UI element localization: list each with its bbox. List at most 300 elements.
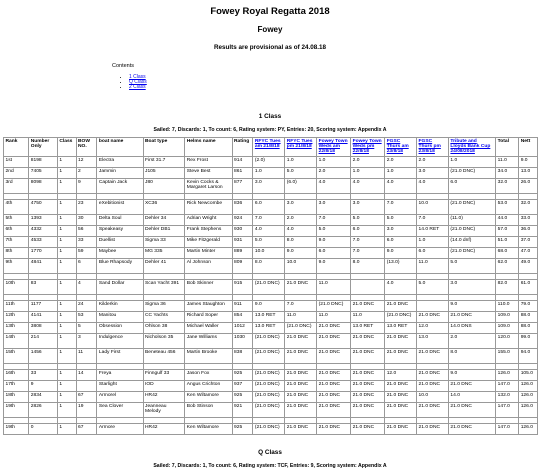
- section-title-q-class: Q Class: [258, 448, 282, 456]
- table-cell: IOD: [143, 380, 185, 391]
- table-cell: 21.0 DNC: [351, 391, 385, 402]
- table-cell: 147.0: [496, 380, 519, 391]
- table-cell: 3808: [29, 322, 58, 333]
- table-cell: 21.0 DNC: [285, 380, 317, 391]
- table-cell: 34.0: [496, 167, 519, 178]
- contents-item-2-class: [129, 85, 540, 90]
- table-cell: HR42: [143, 423, 185, 434]
- table-cell: 21.0 DNC: [417, 348, 449, 363]
- table-cell: 155.0: [496, 348, 519, 363]
- table-cell: 62.0: [496, 258, 519, 273]
- table-cell: 12.0: [385, 369, 417, 380]
- table-cell: 14.0 RET: [417, 225, 449, 236]
- table-cell: 21.0 DNC: [317, 423, 351, 434]
- table-row: [4, 333, 538, 348]
- table-cell: 99.0: [519, 333, 538, 348]
- table-row: [4, 247, 538, 258]
- table-cell: 18th: [4, 391, 29, 402]
- table-cell: 1: [57, 167, 76, 178]
- table-cell: First 31.7: [143, 156, 185, 167]
- table-row: [4, 348, 538, 363]
- race-column-link[interactable]: Tribute and Lloyds Bank Cup 24/08/2018: [450, 138, 491, 155]
- table-cell: 5.0: [253, 236, 285, 247]
- table-cell: 7405: [29, 167, 58, 178]
- table-row: [4, 423, 538, 434]
- table-cell: 21.0 DNC: [448, 402, 495, 417]
- column-header: Number Only: [29, 137, 58, 156]
- table-cell: Rex Frost: [185, 156, 232, 167]
- table-cell: 9.0: [285, 247, 317, 258]
- table-cell: 13.0: [519, 167, 538, 178]
- table-cell: Electra: [97, 156, 143, 167]
- table-cell: 4.0: [317, 178, 351, 193]
- table-cell: 1: [57, 402, 76, 417]
- column-header[interactable]: [253, 137, 285, 156]
- table-cell: 2.0: [351, 156, 385, 167]
- race-column-link[interactable]: FGSC Thurs am 23/8/18: [386, 138, 409, 155]
- contents-link-2-class[interactable]: 2 Class: [129, 84, 146, 91]
- column-header: BOW NO.: [76, 137, 97, 156]
- table-cell: 9.0: [448, 300, 495, 311]
- table-cell: 11.0: [496, 156, 519, 167]
- table-cell: 925: [232, 391, 253, 402]
- table-cell: Rick Newcombe: [185, 199, 232, 214]
- table-cell: 13th: [4, 322, 29, 333]
- table-cell: HR42: [143, 391, 185, 402]
- page-title: Fowey Royal Regatta 2018: [210, 6, 330, 17]
- table-cell: 79.0: [519, 300, 538, 311]
- table-cell: Dehler 34: [143, 214, 185, 225]
- table-cell: 2.0: [417, 156, 449, 167]
- table-cell: 7.0: [417, 214, 449, 225]
- table-cell: Delta Soul: [97, 214, 143, 225]
- table-cell: 1.0: [448, 156, 495, 167]
- column-header: Total: [496, 137, 519, 156]
- column-header: Class: [57, 137, 76, 156]
- table-cell: 3.0: [385, 225, 417, 236]
- table-cell: MG 335: [143, 247, 185, 258]
- table-cell: 21.0 DNC: [285, 391, 317, 402]
- table-cell: Adrian Wright: [185, 214, 232, 225]
- table-cell: 11: [76, 348, 97, 363]
- race-column-link[interactable]: Fowey Town Weds pm 22/8/18: [352, 138, 382, 155]
- table-cell: 1177: [29, 300, 58, 311]
- table-row: [4, 236, 538, 247]
- table-cell: (21.0 DNC): [253, 391, 285, 402]
- table-cell: (2.0): [253, 156, 285, 167]
- table-cell: 6.0: [448, 178, 495, 193]
- table-cell: Steve Best: [185, 167, 232, 178]
- table-cell: 4332: [29, 225, 58, 236]
- table-cell: (13.0): [385, 258, 417, 273]
- table-cell: J105: [143, 167, 185, 178]
- table-cell: 838: [232, 348, 253, 363]
- table-cell: eXebitionist: [97, 199, 143, 214]
- table-cell: 13.0 RET: [253, 322, 285, 333]
- table-cell: (14.0 dnf): [448, 236, 495, 247]
- column-header[interactable]: [448, 137, 495, 156]
- table-cell: Duellist: [97, 236, 143, 247]
- table-cell: 1: [57, 279, 76, 294]
- table-cell: James Staughton: [185, 300, 232, 311]
- table-cell: 147.0: [496, 423, 519, 434]
- table-cell: Sand Dollar: [97, 279, 143, 294]
- table-cell: 1.0: [351, 167, 385, 178]
- table-cell: 915: [232, 279, 253, 294]
- table-cell: 21.0 DNC: [285, 348, 317, 363]
- table-cell: 4.0: [385, 279, 417, 294]
- table-cell: 105.0: [519, 369, 538, 380]
- table-cell: 4.0: [385, 178, 417, 193]
- table-cell: 109.0: [496, 311, 519, 322]
- table-cell: 854: [232, 311, 253, 322]
- table-cell: 26.0: [519, 178, 538, 193]
- table-cell: 21.0 DNC: [417, 423, 449, 434]
- table-cell: 13.0 RET: [253, 311, 285, 322]
- table-cell: 7.0: [351, 247, 385, 258]
- table-cell: Nicholson 35: [143, 333, 185, 348]
- table-row: [4, 214, 538, 225]
- table-cell: 6.0: [253, 199, 285, 214]
- table-row: [4, 258, 538, 273]
- table-cell: 1030: [232, 333, 253, 348]
- table-cell: 1: [57, 236, 76, 247]
- column-header[interactable]: [317, 137, 351, 156]
- table-row: [4, 156, 538, 167]
- table-cell: 14.0: [448, 391, 495, 402]
- table-cell: 1st: [4, 156, 29, 167]
- table-row: [4, 300, 538, 311]
- table-cell: 36.0: [519, 225, 538, 236]
- column-header: Nett: [519, 137, 538, 156]
- table-cell: 21.0 DNC: [385, 423, 417, 434]
- table-cell: 4.0: [417, 178, 449, 193]
- table-row: [4, 402, 538, 417]
- table-cell: 14: [76, 369, 97, 380]
- sailed-summary-1-class: Sailed: 7, Discards: 1, To count: 6, Rating system: PY, Entries: 20, Scoring system: Appendix A: [153, 126, 387, 133]
- table-cell: 21.0 DNC: [417, 402, 449, 417]
- table-cell: 2.0: [385, 156, 417, 167]
- table-cell: 11.0: [317, 311, 351, 322]
- table-cell: 1.0: [417, 236, 449, 247]
- table-cell: 21.0 DNC: [317, 402, 351, 417]
- contents-heading: Contents: [112, 63, 135, 69]
- table-cell: 4141: [29, 311, 58, 322]
- table-cell: (21.0 DNC): [253, 423, 285, 434]
- table-cell: 2.0: [317, 167, 351, 178]
- table-cell: Maybee: [97, 247, 143, 258]
- table-cell: 8.0: [448, 348, 495, 363]
- results-body: [4, 156, 538, 434]
- table-cell: 88.0: [519, 311, 538, 322]
- table-cell: 889: [232, 247, 253, 258]
- table-cell: 21.0 DNC: [351, 423, 385, 434]
- table-cell: 13.0: [417, 333, 449, 348]
- table-cell: 32.0: [496, 178, 519, 193]
- table-row: [4, 391, 538, 402]
- table-cell: 1: [57, 380, 76, 391]
- table-cell: (21.0 DNC): [285, 322, 317, 333]
- table-cell: Richard Soper: [185, 311, 232, 322]
- sailed-summary-q-class: Sailed: 7, Discards: 1, To count: 6, Rating system: TCF, Entries: 9, Scoring system: Appendix A: [153, 462, 387, 469]
- table-cell: Al Johnson: [185, 258, 232, 273]
- table-cell: Sigma 33: [143, 236, 185, 247]
- table-cell: 21.0 DNC: [317, 380, 351, 391]
- table-row: [4, 178, 538, 193]
- table-cell: 9.0: [385, 247, 417, 258]
- table-cell: 925: [232, 423, 253, 434]
- table-cell: Jeanneau Melody: [143, 402, 185, 417]
- table-cell: 0: [29, 423, 58, 434]
- table-cell: 44.0: [496, 214, 519, 225]
- table-cell: 1: [57, 156, 76, 167]
- table-cell: 861: [232, 167, 253, 178]
- table-row: [4, 380, 538, 391]
- table-cell: 53.0: [496, 199, 519, 214]
- table-cell: 21.0 DNC: [417, 311, 449, 322]
- table-cell: 5.0: [448, 258, 495, 273]
- table-cell: 1456: [29, 348, 58, 363]
- table-row: [4, 199, 538, 214]
- table-cell: 10th: [4, 279, 29, 294]
- table-cell: 1: [57, 311, 76, 322]
- table-cell: (21.0 DNC): [253, 380, 285, 391]
- table-cell: 1.0: [253, 167, 285, 178]
- table-cell: 61.0: [519, 279, 538, 294]
- table-cell: 9.0: [519, 156, 538, 167]
- table-cell: (6.0): [285, 178, 317, 193]
- contents-link-q-class[interactable]: Q Class: [129, 79, 147, 86]
- table-cell: 7.0: [385, 199, 417, 214]
- table-cell: 17th: [4, 380, 29, 391]
- table-cell: 11.0: [417, 258, 449, 273]
- table-cell: 21.0 DNC: [351, 369, 385, 380]
- table-cell: [351, 279, 385, 294]
- table-cell: 21.0 DNC: [285, 423, 317, 434]
- table-cell: Sea Clover: [97, 402, 143, 417]
- table-cell: 19: [76, 402, 97, 417]
- table-cell: 8198: [29, 156, 58, 167]
- table-cell: J80: [143, 178, 185, 193]
- table-cell: 937: [232, 380, 253, 391]
- table-cell: 21.0 DNC: [448, 380, 495, 391]
- table-cell: 214: [29, 333, 58, 348]
- table-cell: 21.0 DNC: [285, 369, 317, 380]
- table-cell: 21.0 DNC: [317, 322, 351, 333]
- table-cell: 1.0: [285, 156, 317, 167]
- table-cell: 4.0: [253, 225, 285, 236]
- table-cell: 23: [76, 199, 97, 214]
- table-cell: 21.0 DNC: [351, 402, 385, 417]
- table-cell: 836: [232, 199, 253, 214]
- table-cell: 5.0: [317, 225, 351, 236]
- table-cell: Obsession: [97, 322, 143, 333]
- table-cell: 6th: [4, 225, 29, 236]
- table-cell: 9.0: [253, 300, 285, 311]
- table-cell: Blue Rhapsody: [97, 258, 143, 273]
- table-cell: 14.0 DNS: [448, 322, 495, 333]
- table-cell: [76, 380, 97, 391]
- table-cell: 33: [76, 236, 97, 247]
- venue-subtitle: Fowey: [257, 25, 283, 34]
- table-cell: 4533: [29, 236, 58, 247]
- table-cell: 109.0: [496, 322, 519, 333]
- table-cell: 53: [76, 311, 97, 322]
- contents-link-1-class[interactable]: 1 Class: [129, 74, 146, 80]
- table-cell: 30: [76, 214, 97, 225]
- table-row: [4, 369, 538, 380]
- table-cell: (11.0): [448, 214, 495, 225]
- column-header[interactable]: [385, 137, 417, 156]
- table-cell: 21.0 DNC: [285, 402, 317, 417]
- table-cell: Jason Fox: [185, 369, 232, 380]
- table-cell: 4841: [29, 258, 58, 273]
- table-cell: 3rd: [4, 178, 29, 193]
- table-cell: 930: [232, 225, 253, 236]
- table-cell: 4.0: [285, 225, 317, 236]
- race-column-link[interactable]: Fowey Town Weds am 22/8/18: [318, 138, 348, 155]
- table-cell: 8.0: [253, 258, 285, 273]
- section-title-1-class: 1 Class: [258, 112, 282, 120]
- table-cell: 83: [29, 279, 58, 294]
- table-cell: Frank Stephens: [185, 225, 232, 236]
- column-header: Helms name: [185, 137, 232, 156]
- table-cell: 11th: [4, 300, 29, 311]
- table-cell: 21.0 DNC: [351, 380, 385, 391]
- table-cell: 1.0: [317, 156, 351, 167]
- table-cell: 13.0 RET: [351, 322, 385, 333]
- table-cell: (21.0 DNC): [253, 348, 285, 363]
- table-cell: 21.0 DNC: [317, 348, 351, 363]
- column-header[interactable]: [351, 137, 385, 156]
- table-cell: 3.0: [417, 167, 449, 178]
- table-cell: 13.0 RET: [385, 322, 417, 333]
- table-cell: Lady First: [97, 348, 143, 363]
- table-cell: 21.0 DNC: [385, 348, 417, 363]
- table-cell: Speakeasy: [97, 225, 143, 236]
- table-cell: 1: [57, 391, 76, 402]
- column-header[interactable]: [285, 137, 317, 156]
- table-cell: Michael Waller: [185, 322, 232, 333]
- table-cell: (21.0 DNC): [253, 402, 285, 417]
- table-cell: 10.0: [285, 258, 317, 273]
- table-cell: Jammin: [97, 167, 143, 178]
- table-cell: 21.0 DNC: [417, 369, 449, 380]
- table-cell: 10.0: [417, 391, 449, 402]
- table-cell: 10.0: [417, 199, 449, 214]
- table-cell: 1: [57, 348, 76, 363]
- table-cell: 37.0: [519, 236, 538, 247]
- table-cell: 5.0: [385, 214, 417, 225]
- table-cell: 8.0: [285, 236, 317, 247]
- table-cell: Beneteau 456: [143, 348, 185, 363]
- table-cell: 7.0: [317, 214, 351, 225]
- table-cell: 6.0: [417, 247, 449, 258]
- table-cell: 21.0 DNC: [317, 391, 351, 402]
- race-column-link[interactable]: RFYC Tues am 21/8/18: [254, 138, 281, 149]
- table-cell: 1: [57, 322, 76, 333]
- table-cell: 4: [76, 279, 97, 294]
- table-row: [4, 225, 538, 236]
- table-cell: 1: [57, 247, 76, 258]
- table-cell: 12th: [4, 311, 29, 322]
- table-cell: 110.0: [496, 300, 519, 311]
- table-cell: 68.0: [496, 247, 519, 258]
- table-cell: 59: [76, 247, 97, 258]
- table-cell: (21.0 DNC): [385, 311, 417, 322]
- table-cell: 1: [57, 369, 76, 380]
- table-cell: 6.0: [385, 236, 417, 247]
- table-cell: 1: [57, 333, 76, 348]
- table-cell: 8th: [4, 247, 29, 258]
- table-cell: Kevin Cocks & Margaret Larson: [185, 178, 232, 193]
- table-cell: 1012: [232, 322, 253, 333]
- table-cell: 6: [76, 258, 97, 273]
- table-cell: 21.0 DNC: [417, 380, 449, 391]
- table-cell: 911: [232, 300, 253, 311]
- race-column-link[interactable]: RFYC Tues pm 21/8/18: [286, 138, 313, 149]
- table-cell: 931: [232, 236, 253, 247]
- table-cell: (21.0 DNC): [448, 199, 495, 214]
- table-cell: 21.0 DNC: [351, 348, 385, 363]
- table-cell: 3.0: [351, 199, 385, 214]
- race-column-link[interactable]: FGSC Thurs pm 23/8/18: [418, 138, 441, 155]
- table-cell: Martin Minter: [185, 247, 232, 258]
- table-cell: 126.0: [519, 402, 538, 417]
- table-cell: 914: [232, 156, 253, 167]
- contents-section: [112, 63, 540, 91]
- table-cell: Finngulf 33: [143, 369, 185, 380]
- table-cell: 2826: [29, 402, 58, 417]
- table-cell: (21.0 DNC): [253, 369, 285, 380]
- table-cell: 7.0: [351, 236, 385, 247]
- table-cell: 12: [76, 156, 97, 167]
- table-cell: 9.0: [317, 258, 351, 273]
- table-cell: 21.0 DNC: [351, 300, 385, 311]
- table-cell: 5: [76, 322, 97, 333]
- table-cell: Freya: [97, 369, 143, 380]
- table-cell: 49.0: [519, 258, 538, 273]
- table-cell: 7.0: [285, 300, 317, 311]
- table-cell: 1: [57, 300, 76, 311]
- table-cell: 3.0: [253, 178, 285, 193]
- table-cell: Ohlson 38: [143, 322, 185, 333]
- table-cell: 21.0 DNC: [385, 391, 417, 402]
- table-cell: 56: [76, 225, 97, 236]
- table-cell: Scan Yacht 391: [143, 279, 185, 294]
- table-cell: 9: [76, 178, 97, 193]
- table-cell: 924: [232, 214, 253, 225]
- table-cell: 21.0 DNC: [448, 311, 495, 322]
- table-cell: 16th: [4, 369, 29, 380]
- table-cell: 2.0: [448, 333, 495, 348]
- table-cell: Dehler 41: [143, 258, 185, 273]
- results-header-row: [4, 137, 538, 156]
- table-cell: 921: [232, 402, 253, 417]
- table-cell: Captain Jack: [97, 178, 143, 193]
- table-cell: 94.0: [519, 348, 538, 363]
- table-cell: (21.0 DNC): [317, 300, 351, 311]
- column-header: Rank: [4, 137, 29, 156]
- table-cell: 7.0: [253, 214, 285, 225]
- column-header[interactable]: [417, 137, 449, 156]
- table-cell: 3: [76, 333, 97, 348]
- table-cell: 9.0: [317, 236, 351, 247]
- table-cell: Kilderkin: [97, 300, 143, 311]
- table-cell: 4th: [4, 199, 29, 214]
- table-cell: 4750: [29, 199, 58, 214]
- table-cell: 1: [57, 258, 76, 273]
